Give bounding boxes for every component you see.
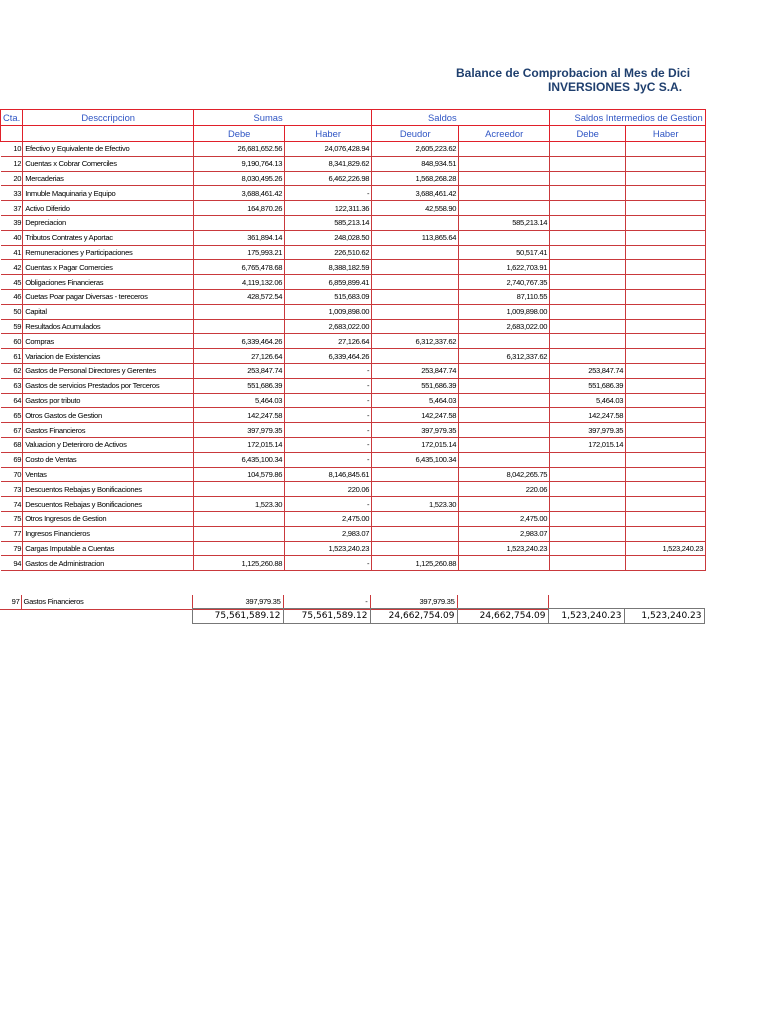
total-saldos-deudor: 24,662,754.09 bbox=[370, 609, 457, 624]
sig-debe-cell: 172,015.14 bbox=[550, 437, 626, 452]
sig-debe-cell bbox=[550, 511, 626, 526]
account-code: 74 bbox=[1, 497, 23, 512]
account-code: 12 bbox=[1, 156, 23, 171]
sumas-haber-header: Haber bbox=[285, 126, 372, 142]
account-description: Cuentas x Pagar Comercies bbox=[23, 260, 194, 275]
sig-debe-cell bbox=[550, 156, 626, 171]
sumas-haber-cell: 1,009,898.00 bbox=[285, 304, 372, 319]
sumas-haber-cell: - bbox=[285, 437, 372, 452]
sig-debe-cell: 397,979.35 bbox=[550, 423, 626, 438]
account-description: Inmuble Maquinaria y Equipo bbox=[23, 186, 194, 201]
account-description: Gastos Financieros bbox=[21, 595, 192, 609]
sig-debe-cell bbox=[550, 526, 626, 541]
saldos-deudor-cell bbox=[372, 526, 459, 541]
saldos-acreedor-cell: 1,523,240.23 bbox=[459, 541, 550, 556]
sig-haber-cell bbox=[626, 408, 706, 423]
sumas-debe-cell: 1,523.30 bbox=[194, 497, 285, 512]
account-description: Gastos de servicios Prestados por Terceros bbox=[23, 378, 194, 393]
account-row bbox=[1, 497, 706, 512]
account-description: Cargas Imputable a Cuentas bbox=[23, 541, 194, 556]
sig-haber-cell bbox=[626, 319, 706, 334]
account-row bbox=[1, 467, 706, 482]
account-code: 94 bbox=[1, 556, 23, 571]
sumas-debe-cell: 397,979.35 bbox=[192, 595, 283, 609]
saldos-intermedios-label: Saldos Intermedios de Gestion bbox=[574, 112, 703, 123]
account-row bbox=[1, 142, 706, 157]
sumas-debe-cell: 104,579.86 bbox=[194, 467, 285, 482]
sig-debe-cell bbox=[550, 245, 626, 260]
account-code: 46 bbox=[1, 289, 23, 304]
sumas-debe-cell: 4,119,132.06 bbox=[194, 275, 285, 290]
account-code: 62 bbox=[1, 363, 23, 378]
saldos-deudor-cell bbox=[372, 289, 459, 304]
sumas-debe-cell bbox=[194, 526, 285, 541]
account-description: Depreciacion bbox=[23, 215, 194, 230]
sumas-haber-cell: - bbox=[285, 408, 372, 423]
account-code: 79 bbox=[1, 541, 23, 556]
sig-haber-cell bbox=[626, 482, 706, 497]
sig-haber-cell bbox=[626, 156, 706, 171]
saldos-acreedor-cell bbox=[459, 497, 550, 512]
totals-table bbox=[0, 608, 705, 624]
account-row bbox=[1, 334, 706, 349]
sig-debe-cell bbox=[550, 319, 626, 334]
saldos-deudor-cell bbox=[372, 349, 459, 364]
saldos-acreedor-cell: 8,042,265.75 bbox=[459, 467, 550, 482]
sig-debe-cell bbox=[550, 171, 626, 186]
total-sig-haber: 1,523,240.23 bbox=[624, 609, 704, 624]
saldos-deudor-cell bbox=[372, 275, 459, 290]
sig-debe-cell bbox=[550, 304, 626, 319]
account-row bbox=[1, 201, 706, 216]
account-code: 60 bbox=[1, 334, 23, 349]
saldos-deudor-cell bbox=[372, 541, 459, 556]
sumas-debe-cell bbox=[194, 319, 285, 334]
total-sumas-debe: 75,561,589.12 bbox=[192, 609, 283, 624]
sig-debe-cell bbox=[550, 215, 626, 230]
sig-haber-cell bbox=[626, 556, 706, 571]
saldos-deudor-cell bbox=[372, 482, 459, 497]
account-row bbox=[1, 482, 706, 497]
sig-haber-cell bbox=[626, 201, 706, 216]
sig-debe-cell bbox=[550, 541, 626, 556]
sumas-debe-cell: 6,435,100.34 bbox=[194, 452, 285, 467]
saldos-acreedor-cell: 87,110.55 bbox=[459, 289, 550, 304]
account-row bbox=[1, 171, 706, 186]
sumas-debe-cell: 26,681,652.56 bbox=[194, 142, 285, 157]
report-title: Balance de Comprobacion al Mes de Dici bbox=[456, 66, 691, 80]
saldos-acreedor-cell: 220.06 bbox=[459, 482, 550, 497]
account-code: 39 bbox=[1, 215, 23, 230]
saldos-deudor-cell bbox=[372, 245, 459, 260]
saldos-acreedor-cell bbox=[459, 186, 550, 201]
sumas-haber-cell: 24,076,428.94 bbox=[285, 142, 372, 157]
sumas-debe-cell: 164,870.26 bbox=[194, 201, 285, 216]
account-row bbox=[1, 260, 706, 275]
account-description: Capital bbox=[23, 304, 194, 319]
account-description: Costo de Ventas bbox=[23, 452, 194, 467]
sumas-debe-cell: 6,765,478.68 bbox=[194, 260, 285, 275]
saldos-deudor-cell: 172,015.14 bbox=[372, 437, 459, 452]
account-description: Descuentos Rebajas y Bonificaciones bbox=[23, 497, 194, 512]
sig-haber-cell bbox=[626, 245, 706, 260]
sumas-haber-cell: 8,146,845.61 bbox=[285, 467, 372, 482]
sig-haber-cell bbox=[626, 452, 706, 467]
account-code: 37 bbox=[1, 201, 23, 216]
sig-debe-cell: 253,847.74 bbox=[550, 363, 626, 378]
account-code: 64 bbox=[1, 393, 23, 408]
header-row-subcolumns bbox=[1, 126, 706, 142]
sumas-haber-cell: 2,983.07 bbox=[285, 526, 372, 541]
saldos-acreedor-cell bbox=[459, 334, 550, 349]
sig-debe-cell bbox=[550, 142, 626, 157]
sig-debe-header: Debe bbox=[550, 126, 626, 142]
account-code: 10 bbox=[1, 142, 23, 157]
col-saldos-intermedios-header bbox=[550, 110, 703, 126]
sumas-haber-cell: - bbox=[285, 378, 372, 393]
account-code: 97 bbox=[0, 595, 21, 609]
sumas-debe-cell: 3,688,461.42 bbox=[194, 186, 285, 201]
sumas-debe-cell: 142,247.58 bbox=[194, 408, 285, 423]
sumas-debe-cell bbox=[194, 511, 285, 526]
saldos-acreedor-cell bbox=[459, 408, 550, 423]
sig-haber-header: Haber bbox=[626, 126, 706, 142]
saldos-deudor-header: Deudor bbox=[372, 126, 459, 142]
saldos-acreedor-cell: 2,683,022.00 bbox=[459, 319, 550, 334]
saldos-acreedor-cell bbox=[459, 556, 550, 571]
account-description: Cuetas Poar pagar Diversas - tereceros bbox=[23, 289, 194, 304]
account-description: Valuacion y Deteriroro de Activos bbox=[23, 437, 194, 452]
sumas-haber-cell: 226,510.62 bbox=[285, 245, 372, 260]
account-row bbox=[1, 289, 706, 304]
sumas-haber-cell: 6,859,899.41 bbox=[285, 275, 372, 290]
account-description: Resultados Acumulados bbox=[23, 319, 194, 334]
account-code: 69 bbox=[1, 452, 23, 467]
saldos-deudor-cell bbox=[372, 467, 459, 482]
account-code: 59 bbox=[1, 319, 23, 334]
saldos-deudor-cell bbox=[372, 511, 459, 526]
sumas-debe-cell: 253,847.74 bbox=[194, 363, 285, 378]
saldos-acreedor-cell bbox=[459, 142, 550, 157]
account-description: Otros Gastos de Gestion bbox=[23, 408, 194, 423]
saldos-acreedor-cell: 1,009,898.00 bbox=[459, 304, 550, 319]
sig-debe-cell bbox=[550, 349, 626, 364]
account-code: 77 bbox=[1, 526, 23, 541]
account-description: Descuentos Rebajas y Bonificaciones bbox=[23, 482, 194, 497]
account-code: 20 bbox=[1, 171, 23, 186]
account-code: 45 bbox=[1, 275, 23, 290]
col-saldos-header: Saldos bbox=[372, 110, 459, 126]
sumas-haber-cell: 8,388,182.59 bbox=[285, 260, 372, 275]
account-row bbox=[1, 230, 706, 245]
saldos-deudor-cell: 1,568,268.28 bbox=[372, 171, 459, 186]
account-row bbox=[1, 437, 706, 452]
saldos-deudor-cell: 397,979.35 bbox=[370, 595, 457, 609]
account-code: 41 bbox=[1, 245, 23, 260]
sig-debe-cell bbox=[550, 260, 626, 275]
saldos-deudor-cell: 848,934.51 bbox=[372, 156, 459, 171]
totals-row bbox=[0, 609, 704, 624]
sumas-haber-cell: - bbox=[285, 556, 372, 571]
saldos-acreedor-cell: 2,983.07 bbox=[459, 526, 550, 541]
saldos-deudor-cell bbox=[372, 260, 459, 275]
sumas-haber-cell: 6,462,226.98 bbox=[285, 171, 372, 186]
sumas-debe-cell: 5,464.03 bbox=[194, 393, 285, 408]
sig-haber-cell bbox=[626, 467, 706, 482]
account-description: Cuentas x Cobrar Comerciles bbox=[23, 156, 194, 171]
sig-debe-cell bbox=[550, 230, 626, 245]
account-description: Mercaderias bbox=[23, 171, 194, 186]
sumas-haber-cell: 27,126.64 bbox=[285, 334, 372, 349]
sumas-haber-cell: 8,341,829.62 bbox=[285, 156, 372, 171]
sig-haber-cell bbox=[626, 275, 706, 290]
saldos-deudor-cell: 142,247.58 bbox=[372, 408, 459, 423]
sig-debe-cell bbox=[550, 201, 626, 216]
account-row bbox=[1, 541, 706, 556]
sig-haber-cell bbox=[626, 171, 706, 186]
account-code: 70 bbox=[1, 467, 23, 482]
account-description: Otros Ingresos de Gestion bbox=[23, 511, 194, 526]
account-code: 40 bbox=[1, 230, 23, 245]
saldos-deudor-cell: 6,435,100.34 bbox=[372, 452, 459, 467]
saldos-acreedor-header: Acreedor bbox=[459, 126, 550, 142]
account-row bbox=[1, 245, 706, 260]
saldos-deudor-cell: 1,523.30 bbox=[372, 497, 459, 512]
saldos-deudor-cell bbox=[372, 304, 459, 319]
account-description: Gastos de Administracion bbox=[23, 556, 194, 571]
account-row bbox=[1, 408, 706, 423]
saldos-deudor-cell bbox=[372, 319, 459, 334]
saldos-acreedor-cell: 6,312,337.62 bbox=[459, 349, 550, 364]
saldos-deudor-cell: 5,464.03 bbox=[372, 393, 459, 408]
header-row-groups bbox=[1, 110, 706, 126]
sumas-debe-cell bbox=[194, 482, 285, 497]
trial-balance-table bbox=[0, 109, 706, 571]
sumas-debe-cell: 1,125,260.88 bbox=[194, 556, 285, 571]
account-code: 67 bbox=[1, 423, 23, 438]
sumas-debe-cell: 6,339,464.26 bbox=[194, 334, 285, 349]
saldos-acreedor-cell bbox=[459, 393, 550, 408]
sumas-debe-header: Debe bbox=[194, 126, 285, 142]
account-row bbox=[1, 511, 706, 526]
sig-haber-cell bbox=[626, 334, 706, 349]
sumas-haber-cell: - bbox=[285, 423, 372, 438]
sumas-haber-cell: - bbox=[283, 595, 370, 609]
sumas-haber-cell: 1,523,240.23 bbox=[285, 541, 372, 556]
sumas-haber-cell: 515,683.09 bbox=[285, 289, 372, 304]
sumas-haber-cell: 220.06 bbox=[285, 482, 372, 497]
sumas-debe-cell: 551,686.39 bbox=[194, 378, 285, 393]
col-descripcion-header: Desccripcion bbox=[23, 110, 194, 126]
sig-haber-cell bbox=[626, 378, 706, 393]
account-row bbox=[1, 319, 706, 334]
account-description: Obligaciones Financieras bbox=[23, 275, 194, 290]
sig-haber-cell bbox=[626, 526, 706, 541]
account-row bbox=[1, 156, 706, 171]
account-code: 42 bbox=[1, 260, 23, 275]
account-row bbox=[1, 349, 706, 364]
account-code: 65 bbox=[1, 408, 23, 423]
sig-haber-cell bbox=[626, 393, 706, 408]
saldos-acreedor-cell bbox=[459, 230, 550, 245]
saldos-deudor-cell: 253,847.74 bbox=[372, 363, 459, 378]
saldos-acreedor-cell: 2,475.00 bbox=[459, 511, 550, 526]
saldos-acreedor-cell bbox=[459, 171, 550, 186]
col-cta-header: Cta. bbox=[1, 110, 23, 126]
sumas-haber-cell: 6,339,464.26 bbox=[285, 349, 372, 364]
saldos-deudor-cell: 551,686.39 bbox=[372, 378, 459, 393]
sig-haber-cell bbox=[626, 289, 706, 304]
sumas-debe-cell bbox=[194, 541, 285, 556]
account-code: 61 bbox=[1, 349, 23, 364]
sig-debe-cell bbox=[550, 334, 626, 349]
sig-haber-cell bbox=[626, 215, 706, 230]
sumas-debe-cell: 8,030,495.26 bbox=[194, 171, 285, 186]
sig-haber-cell bbox=[626, 349, 706, 364]
saldos-acreedor-cell bbox=[459, 378, 550, 393]
sumas-haber-cell: 585,213.14 bbox=[285, 215, 372, 230]
saldos-acreedor-cell: 585,213.14 bbox=[459, 215, 550, 230]
account-description: Gastos de Personal Directores y Gerentes bbox=[23, 363, 194, 378]
account-code: 63 bbox=[1, 378, 23, 393]
sig-debe-cell: 142,247.58 bbox=[550, 408, 626, 423]
sumas-haber-cell: - bbox=[285, 497, 372, 512]
sig-debe-cell bbox=[550, 482, 626, 497]
sumas-haber-cell: - bbox=[285, 363, 372, 378]
account-row bbox=[1, 378, 706, 393]
account-code: 68 bbox=[1, 437, 23, 452]
account-row bbox=[1, 526, 706, 541]
sumas-haber-cell: - bbox=[285, 393, 372, 408]
sumas-debe-cell: 361,894.14 bbox=[194, 230, 285, 245]
sumas-haber-cell: 2,683,022.00 bbox=[285, 319, 372, 334]
sumas-debe-cell: 27,126.64 bbox=[194, 349, 285, 364]
account-description: Tributos Contrates y Aportac bbox=[23, 230, 194, 245]
sig-haber-cell bbox=[626, 423, 706, 438]
saldos-acreedor-cell bbox=[459, 452, 550, 467]
sig-debe-cell bbox=[550, 556, 626, 571]
sumas-debe-cell bbox=[194, 304, 285, 319]
saldos-acreedor-cell bbox=[459, 156, 550, 171]
saldos-deudor-cell: 397,979.35 bbox=[372, 423, 459, 438]
account-description: Variacion de Existencias bbox=[23, 349, 194, 364]
account-row bbox=[1, 393, 706, 408]
sig-debe-cell bbox=[550, 289, 626, 304]
sig-debe-cell: 551,686.39 bbox=[550, 378, 626, 393]
saldos-acreedor-cell: 2,740,767.35 bbox=[459, 275, 550, 290]
account-description: Compras bbox=[23, 334, 194, 349]
sig-haber-cell bbox=[626, 260, 706, 275]
account-description: Efectivo y Equivalente de Efectivo bbox=[23, 142, 194, 157]
sig-haber-cell bbox=[626, 230, 706, 245]
saldos-acreedor-cell bbox=[459, 423, 550, 438]
saldos-deudor-cell: 2,605,223.62 bbox=[372, 142, 459, 157]
col-sumas-header: Sumas bbox=[194, 110, 285, 126]
sig-debe-cell bbox=[550, 452, 626, 467]
sumas-haber-cell: 122,311.36 bbox=[285, 201, 372, 216]
sig-haber-cell bbox=[626, 142, 706, 157]
sig-debe-cell bbox=[550, 275, 626, 290]
sig-haber-cell: 1,523,240.23 bbox=[626, 541, 706, 556]
sumas-haber-cell: 248,028.50 bbox=[285, 230, 372, 245]
total-sumas-haber: 75,561,589.12 bbox=[283, 609, 370, 624]
account-row bbox=[1, 423, 706, 438]
total-sig-debe: 1,523,240.23 bbox=[548, 609, 624, 624]
sumas-debe-cell bbox=[194, 215, 285, 230]
sig-debe-cell bbox=[550, 497, 626, 512]
saldos-acreedor-cell: 1,622,703.91 bbox=[459, 260, 550, 275]
sumas-debe-cell: 172,015.14 bbox=[194, 437, 285, 452]
sumas-debe-cell: 397,979.35 bbox=[194, 423, 285, 438]
saldos-deudor-cell: 3,688,461.42 bbox=[372, 186, 459, 201]
company-name: INVERSIONES JyC S.A. bbox=[548, 80, 683, 94]
account-description: Activo Diferido bbox=[23, 201, 194, 216]
account-code: 73 bbox=[1, 482, 23, 497]
saldos-deudor-cell: 1,125,260.88 bbox=[372, 556, 459, 571]
account-row bbox=[1, 452, 706, 467]
sig-debe-cell bbox=[550, 467, 626, 482]
saldos-deudor-cell: 113,865.64 bbox=[372, 230, 459, 245]
sig-haber-cell bbox=[626, 511, 706, 526]
account-row bbox=[1, 215, 706, 230]
saldos-acreedor-cell: 50,517.41 bbox=[459, 245, 550, 260]
saldos-deudor-cell: 6,312,337.62 bbox=[372, 334, 459, 349]
sig-haber-cell bbox=[626, 437, 706, 452]
account-row bbox=[1, 304, 706, 319]
account-code: 33 bbox=[1, 186, 23, 201]
account-row bbox=[1, 556, 706, 571]
account-description: Ingresos Financieros bbox=[23, 526, 194, 541]
saldos-deudor-cell: 42,558.90 bbox=[372, 201, 459, 216]
saldos-deudor-cell bbox=[372, 215, 459, 230]
total-saldos-acreedor: 24,662,754.09 bbox=[457, 609, 548, 624]
account-row bbox=[1, 275, 706, 290]
account-description: Gastos por tributo bbox=[23, 393, 194, 408]
account-row bbox=[1, 186, 706, 201]
sumas-haber-cell: 2,475.00 bbox=[285, 511, 372, 526]
sig-debe-cell: 5,464.03 bbox=[550, 393, 626, 408]
sig-haber-cell bbox=[626, 186, 706, 201]
account-code: 75 bbox=[1, 511, 23, 526]
sig-haber-cell bbox=[626, 304, 706, 319]
saldos-acreedor-cell bbox=[459, 201, 550, 216]
sumas-debe-cell: 175,993.21 bbox=[194, 245, 285, 260]
saldos-acreedor-cell bbox=[459, 437, 550, 452]
account-description: Ventas bbox=[23, 467, 194, 482]
sig-haber-cell bbox=[626, 497, 706, 512]
account-description: Gastos Financieros bbox=[23, 423, 194, 438]
sumas-haber-cell: - bbox=[285, 452, 372, 467]
account-description: Remuneraciones y Participaciones bbox=[23, 245, 194, 260]
sumas-debe-cell: 9,190,764.13 bbox=[194, 156, 285, 171]
account-code: 50 bbox=[1, 304, 23, 319]
sumas-haber-cell: - bbox=[285, 186, 372, 201]
saldos-acreedor-cell bbox=[459, 363, 550, 378]
sumas-debe-cell: 428,572.54 bbox=[194, 289, 285, 304]
sig-debe-cell bbox=[550, 186, 626, 201]
sig-haber-cell bbox=[626, 363, 706, 378]
account-row bbox=[1, 363, 706, 378]
